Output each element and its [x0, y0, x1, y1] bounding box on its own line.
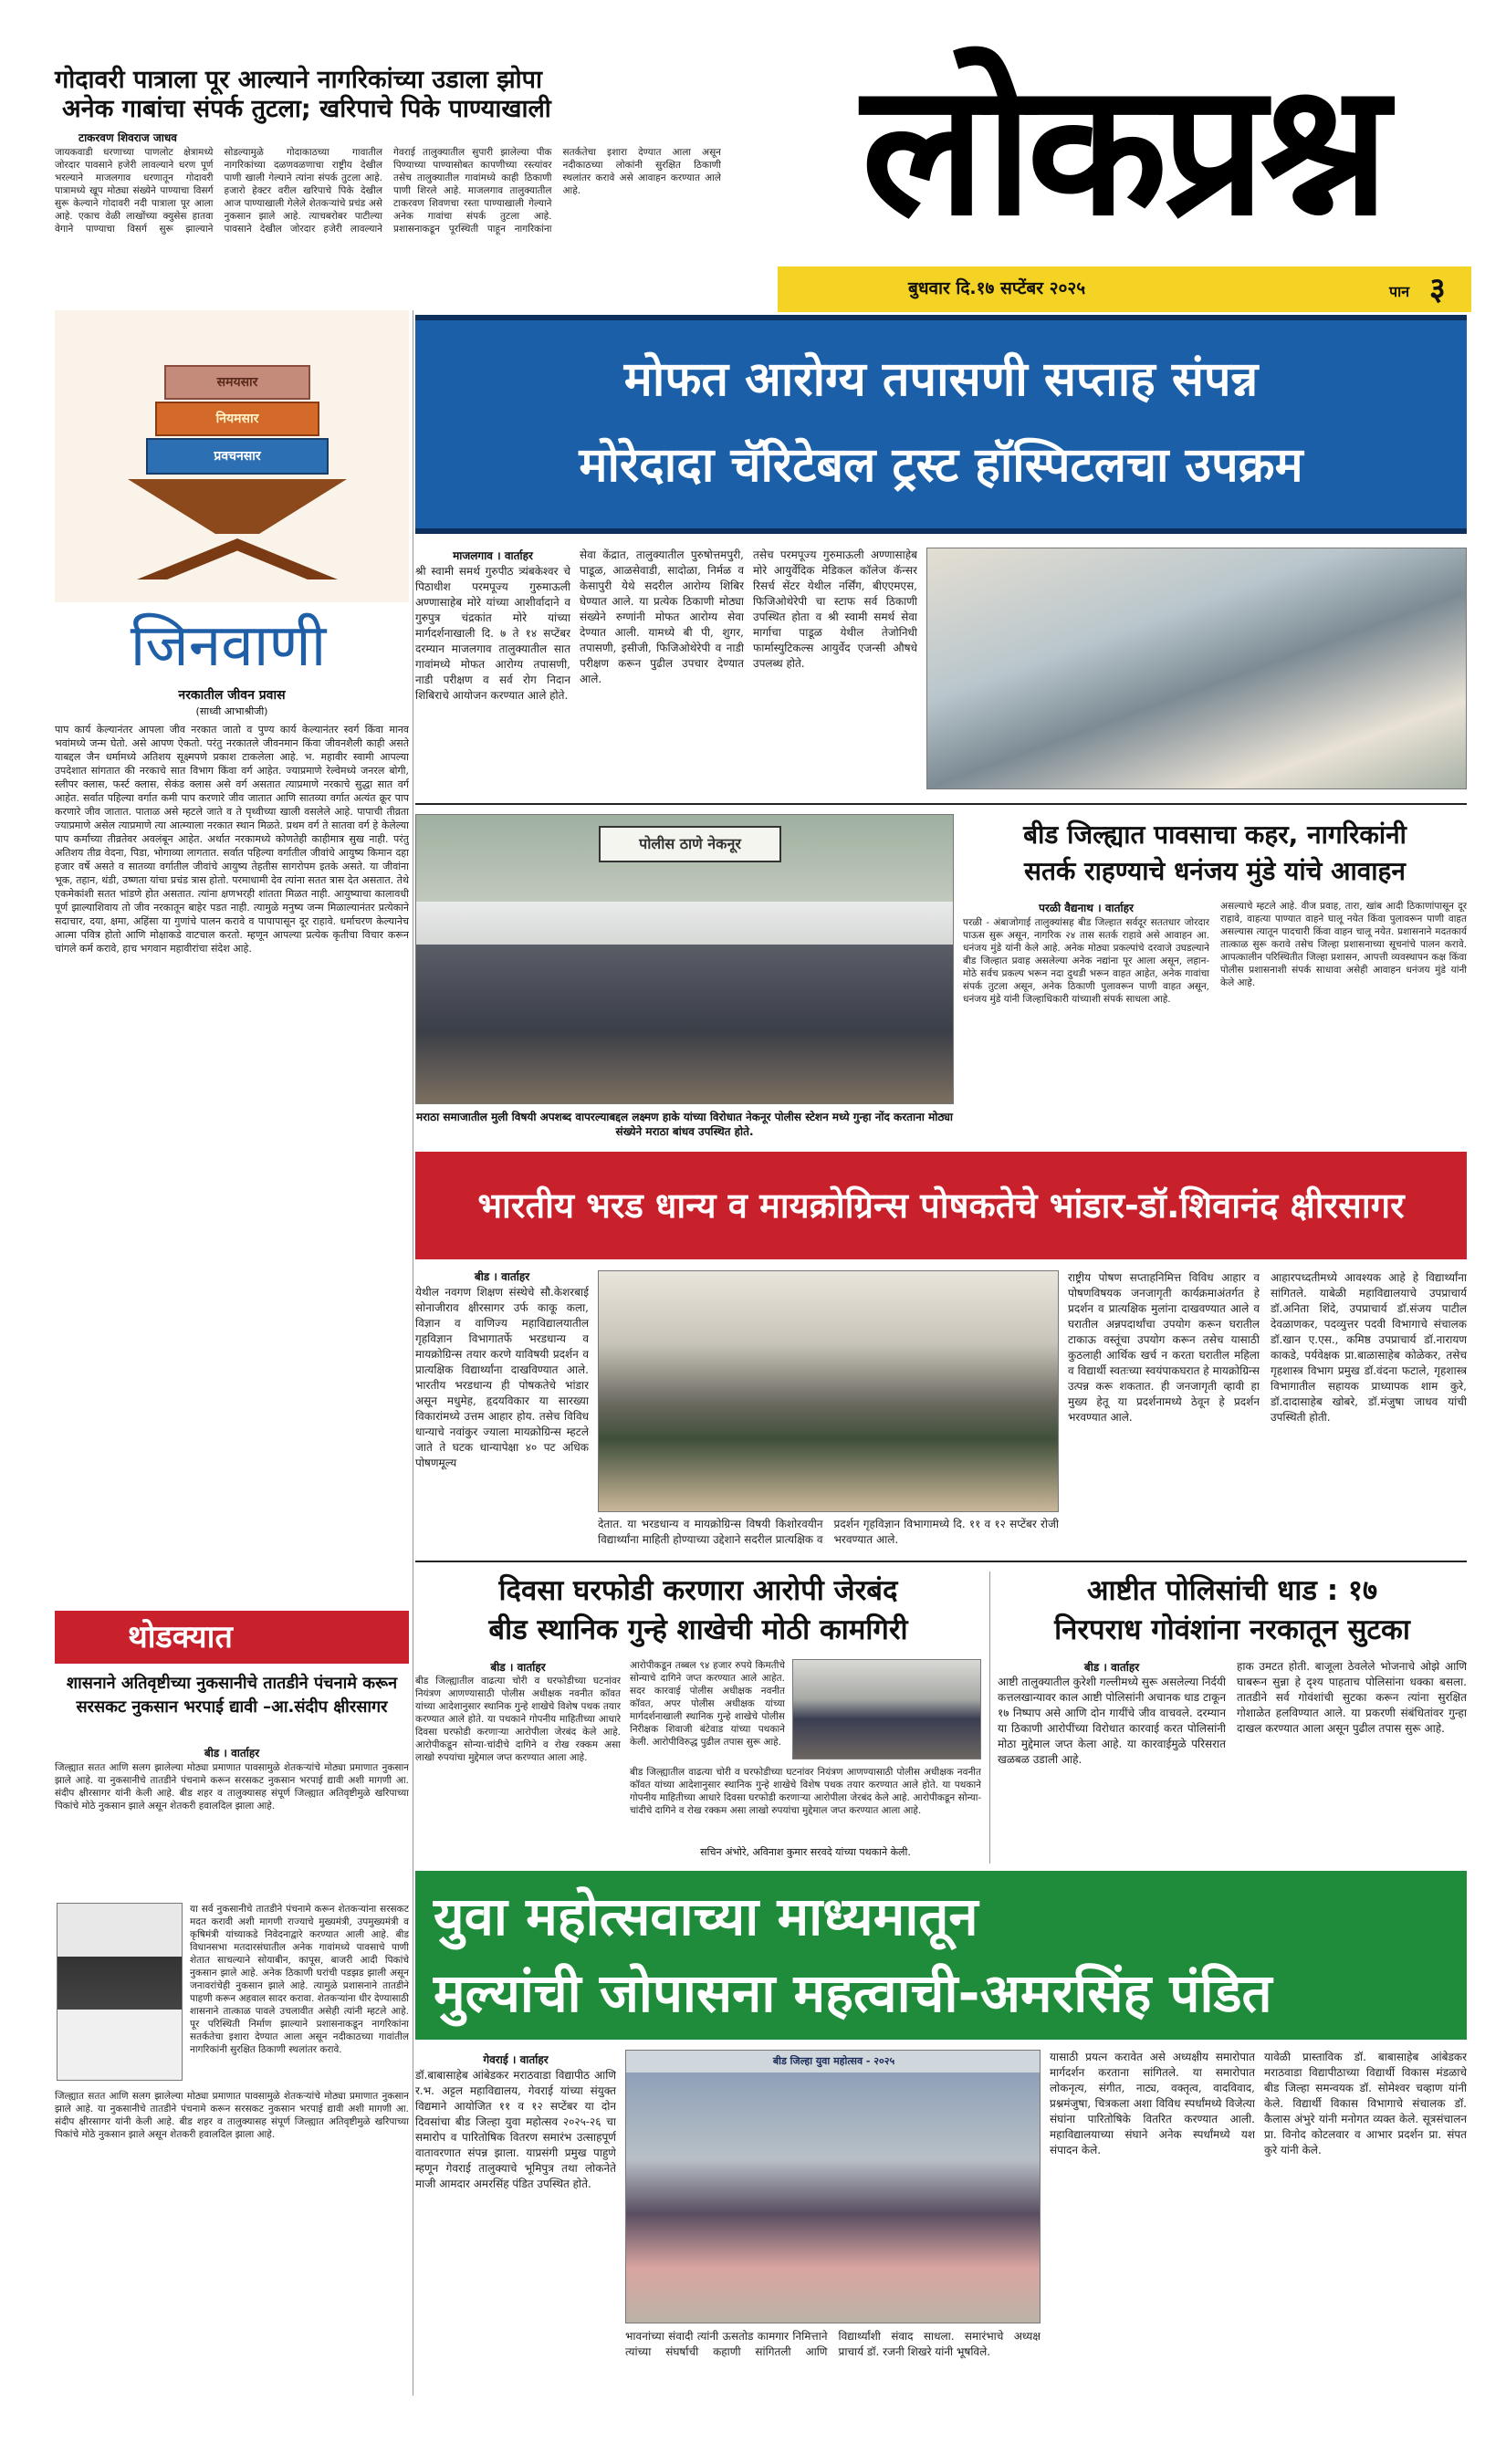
- book-3: प्रवचनसार: [146, 438, 329, 475]
- millet-col-3: राष्ट्रीय पोषण सप्ताहनिमित्त विविध आहार व पोषणविषयक जनजागृती कार्यक्रमाअंतर्गत हे प्रदर्शन व प्रात्यक्षिक मुलांना दाखवण्यात आले व घरातील अन्नपदार्थांचा उपयोग करून घरातील टाकाऊ वस्तूंचा उपयोग करून तसेच यासाठी कुठलाही आर्थिक खर्च न करता घरातील महिला व विद्यार्थी स्वतःच्या स्वयंपाकघरात हे मायक्रोग्रिन्स उत्पन्न करू शकतात. ही जनजागृती व्हावी हा मुख्य हेतू या प्रदर्शनामध्ये ठेवून हे प्रदर्शन भरवण्यात आले.: [1068, 1271, 1260, 1424]
- beed-rain-byline: परळी वैद्यनाथ । वार्ताहर: [1039, 902, 1134, 914]
- vrule-1: [989, 1571, 990, 1864]
- beed-rain-headline-1: बीड जिल्ह्यात पावसाचा कहर, नागरिकांनी: [1023, 820, 1407, 850]
- thodkyat-byline: बीड । वार्ताहर: [204, 1747, 260, 1759]
- beed-rain-headline-2: सतर्क राहण्याचे धनंजय मुंडे यांचे आवाहन: [1024, 856, 1406, 886]
- rule-1: [415, 803, 1467, 805]
- maratha-caption: मराठा समाजातील मुली विषयी अपशब्द वापरल्याबद्दल लक्ष्मण हाके यांच्या विरोधात नेकनूर पोलीस स्टेशन मध्ये गुन्हा नोंद करताना मोठ्या संख्येने मराठा बांधव उपस्थित होते.: [415, 1111, 954, 1138]
- millet-photo: [598, 1270, 1059, 1512]
- thodkyat-body-bottom: या सर्व नुकसानीचे तातडीने पंचनामे करून शेतकऱ्यांना सरसकट मदत करावी अशी मागणी राज्याचे मुख्यमंत्री, उपमुख्यमंत्री व कृषिमंत्री यांच्याकडे निवेदनाद्वारे करण्यात आली आहे. बीड विधानसभा मतदारसंघातील अनेक गावांमध्ये पावसाचे पाणी शेतात साचल्याने सोयाबीन, कापूस, बाजरी आदी पिकांचे नुकसान झाले आहे. अनेक ठिकाणी घरांची पडझड झाली असून जनावरांचेही नुकसान झाले आहे. त्यामुळे प्रशासनाने तातडीने पाहणी करून अहवाल सादर करावा. शेतकऱ्यांना धीर देण्यासाठी शासनाने तात्काळ पावले उचलावीत असेही त्यांनी म्हटले आहे. पूर परिस्थिती निर्माण झाल्याने प्रशासनाकडून नागरिकांना सतर्कतेचा इशारा देण्यात आला असून नदीकाठच्या गावांतील नागरिकांनी सुरक्षित ठिकाणी स्थलांतर करावे.: [190, 1904, 409, 2055]
- ashti-headline-2: निरपराध गोवंशांना नरकातून सुटका: [1054, 1613, 1410, 1646]
- burglar-col-2: आरोपीकडून तब्बल ९४ हजार रुपये किमतीचे सोन्याचे दागिने जप्त करण्यात आले आहेत. सदर कारवाई पोलीस अधीक्षक नवनीत कॉवत, अपर पोलीस अधीक्षक यांच्या मार्गदर्शनाखाली स्थानिक गुन्हे शाखेचे पोलीस निरीक्षक शिवाजी बंटेवाड यांच्या पथकाने केली. आरोपीविरुद्ध पुढील तपास सुरू आहे.: [630, 1660, 785, 1748]
- maratha-photo: [415, 814, 954, 1104]
- book-1: समयसार: [164, 365, 310, 400]
- health-headline-2: मोरेदादा चॅरिटेबल ट्रस्ट हॉस्पिटलचा उपक्रम: [579, 438, 1303, 493]
- health-col-1: श्री स्वामी समर्थ गुरुपीठ त्र्यंबकेश्वर चे पिठाधीश परमपूज्य गुरुमाऊली अण्णासाहेब मोरे यांच्या आशीर्वादाने व गुरुपुत्र चंद्रकांत मोरे यांच्या मार्गदर्शनाखाली दि. ७ ते १४ सप्टेंबर दरम्यान माजलगाव तालुक्यातील सात गावांमध्ये मोफत आरोग्य तपासणी, नाडी परीक्षण व सर्व रोग निदान शिबिराचे आयोजन करण्यात आले होते.: [415, 565, 570, 702]
- youth-col-1: डॉ.बाबासाहेब आंबेडकर मराठवाडा विद्यापीठ आणि र.भ. अट्टल महाविद्यालय, गेवराई यांच्या संयुक्त विद्यमाने आयोजित ११ व १२ सप्टेंबर या दोन दिवसांचा बीड जिल्हा युवा महोत्सव २०२५-२६ चा समारोप व पारितोषिक वितरण समारंभ उत्साहपूर्ण वातावरणात संपन्न झाला. याप्रसंगी प्रमुख पाहुणे म्हणून गेवराई तालुक्याचे भूमिपुत्र तथा लोकनेते माजी आमदार अमरसिंह पंडित उपस्थित होते.: [415, 2069, 616, 2190]
- jinvani-title: जिनवाणी: [130, 612, 327, 680]
- burglar-photo: [792, 1659, 981, 1759]
- jinvani-subtitle: नरकातील जीवन प्रवास: [178, 688, 286, 703]
- millet-photo-caption: देतात. या भरडधान्य व मायक्रोग्रिन्स विषयी किशोरवयीन विद्यार्थ्यांना माहिती होण्याच्या उद्देशाने सदरील प्रात्यक्षिक व प्रदर्शन गृहविज्ञान विभागामध्ये दि. ११ व १२ सप्टेंबर रोजी भरवण्यात आले.: [598, 1518, 1059, 1546]
- millet-col-1: येथील नवगण शिक्षण संस्थेचे सौ.केशरबाई सोनाजीराव क्षीरसागर उर्फ काकू कला, विज्ञान व वाणिज्य महाविद्यालयातील गृहविज्ञान विभागातर्फे भरडधान्य व मायक्रोग्रिन्स तयार करणे याविषयी प्रदर्शन व प्रात्यक्षिक विद्यार्थ्यांना दाखविण्यात आले. भारतीय भरडधान्य ही पोषकतेचे भांडार असून मधुमेह, हृदयविकार या सारख्या विकारांमध्ये उत्तम आहार होय. तसेच विविध धान्याचे नवांकुर ज्याला मायक्रोग्रिन्स म्हटले जाते ते घटक धान्यापेक्षा ४० पट अधिक पोषणमूल्य: [415, 1286, 589, 1469]
- book-stand-top: [128, 479, 347, 534]
- ashti-byline: बीड । वार्ताहर: [1083, 1661, 1140, 1674]
- millet-banner: [415, 1152, 1467, 1259]
- rule-2: [415, 1561, 1467, 1562]
- page-number: ३: [1429, 271, 1446, 308]
- youth-col-3: यासाठी प्रयत्न करावेत असे अध्यक्षीय समारोपात मार्गदर्शन करताना सांगितले. या समारोपात लोकनृत्य, संगीत, नाट्य, वक्तृत्व, वादविवाद, प्रश्नमंजुषा, चित्रकला अशा विविध स्पर्धांमध्ये विजेत्या संघांना पारितोषिके वितरित करण्यात आली. महाविद्यालयाच्या संघाने अनेक स्पर्धांमध्ये यश संपादन केले.: [1050, 2051, 1255, 2156]
- jinvani-illustration: [55, 310, 409, 602]
- top-story-text: जायकवाडी धरणाच्या पाणलोट क्षेत्रामध्ये जोरदार पावसाने हजेरी लावल्याने धरण पूर्ण भरल्याने माजलगाव धरणातून गोदावरी पात्रामध्ये खूप मोठ्या संख्येने पाण्याचा विसर्ग सुरू केल्याने गोदावरी नदी पात्राला पूर आला आहे. एकाच वेळी लाखोंच्या क्युसेस हातवा वेगाने पाण्याचा विसर्ग सुरू झाल्याने सोडल्यामुळे गोदाकाठच्या गावातील नागरिकांच्या दळणवळणाचा राष्ट्रीय देखील पाणी खाली गेल्याने त्यांना संपर्क तुटला आहे. हजारो हेक्टर वरील खरिपाचे पिके देखील आज पाण्याखाली गेलेले शेतकऱ्यांचे प्रचंड असे नुकसान झाले आहे. त्याचबरोबर पाटील्या पावसाने देखील जोरदार हजेरी लावल्याने गेवराई तालुक्यातील सुपारी झालेल्या पीक पिण्याच्या पाण्यासोबत कापणीच्या रस्त्यांवर तसेच तालुक्यातील गावांमध्ये काही ठिकाणी पाणी शिरले आहे. माजलगाव तालुक्यातील टाकरवण शिवणचा रस्ता पाण्याखाली गेल्याने अनेक गावांचा संपर्क तुटला आहे. प्रशासनाकडून पूरस्थिती पाहून नागरिकांना सतर्कतेचा इशारा देण्यात आला असून नदीकाठच्या लोकांनी सुरक्षित ठिकाणी स्थलांतर करावे असे आवाहन करण्यात आले आहे.: [55, 147, 721, 235]
- police-station-sign: पोलीस ठाणे नेकनूर: [599, 826, 781, 862]
- ashti-col-1: आष्टी तालुक्यातील कुरेशी गल्लीमध्ये सुरू असलेल्या निर्दयी कत्तलखान्यावर काल आष्टी पोलिसांनी अचानक धाड टाकून १७ निष्पाप असे आणि दोन गायींचे जीव वाचवले. दरम्यान या ठिकाणी आरोपींच्या विरोधात कारवाई करत पोलिसांनी मोठा मुद्देमाल जप्त केला आहे. या कारवाईमुळे परिसरात खळबळ उडाली आहे.: [998, 1676, 1226, 1766]
- youth-photo: [625, 2050, 1041, 2323]
- burglar-byline: बीड । वार्ताहर: [490, 1661, 546, 1674]
- youth-event-banner: बीड जिल्हा युवा महोत्सव - २०२५: [772, 2055, 895, 2067]
- health-headline-1: मोफत आरोग्य तपासणी सप्ताह संपन्न: [623, 352, 1259, 407]
- ashti-col-2: हाक उमटत होती. बाजूला ठेवलेले भोजनाचे ओझे आणि घाबरून सुन्ना हे दृश्य पाहताच पोलिसांना धक्का बसला. तातडीने सर्व गोवंशांची सुटका करून त्यांना सुरक्षित गोशाळेत हलविण्यात आले. या प्रकरणी संबंधितांवर गुन्हा दाखल करण्यात आला असून पुढील तपास सुरू आहे.: [1237, 1660, 1467, 1735]
- youth-banner: [415, 1871, 1467, 2040]
- burglar-col-2b: बीड जिल्ह्यातील वाढत्या चोरी व घरफोडीच्या घटनांवर नियंत्रण आणण्यासाठी पोलीस अधीक्षक नवनीत कॉवत यांच्या आदेशानुसार स्थानिक गुन्हे शाखेचे विशेष पथक तयार करण्यात आले होते. या पथकाने गोपनीय माहितीच्या आधारे दिवसा घरफोडी करणाऱ्या आरोपीला जेरबंद केले आहे. आरोपीकडून सोन्या-चांदीचे दागिने व रोख रक्कम असा लाखो रुपयांचा मुद्देमाल जप्त करण्यात आला आहे.: [630, 1767, 981, 1816]
- thodkyat-banner: थोडक्यात: [55, 1611, 409, 1664]
- beed-rain-col-2: असल्याचे म्हटले आहे. वीज प्रवाह, तारा, खांब आदी ठिकाणांपासून दूर राहावे, वाहत्या पाण्यात वाहने घालू नयेत किंवा पुलावरून पाणी वाहत असल्यास त्यातून पादचारी किंवा वाहन चालू नयेत. प्रशासनाने मदतकार्य तात्काळ सुरू करावे तसेच जिल्हा प्रशासनाच्या सूचनांचे पालन करावे. आपत्कालीन परिस्थितीत जिल्हा प्रशासन, आपत्ती व्यवस्थापन कक्ष किंवा पोलीस प्रशासनाशी संपर्क साधावा असेही आवाहन धनंजय मुंडे यांनी केले आहे.: [1220, 901, 1467, 988]
- youth-headline-1: युवा महोत्सवाच्या माध्यमातून: [434, 1885, 978, 1947]
- book-stand: [137, 538, 338, 579]
- health-col-2: सेवा केंद्रात, तालुक्यातील पुरुषोत्तमपुरी, पाडूळ, आळसेवाडी, सादोळा, निर्मळ व केसापुरी येथे सदरील आरोग्य शिबिर घेण्यात आले. या प्रत्येक ठिकाणी मोठ्या संख्येने रुग्णांनी मोफत आरोग्य सेवा देण्यात आली. यामध्ये बी पी, शुगर, तपासणी, इसीजी, फिजिओथेरेपी व नाडी परीक्षण करून पुढील उपचार देण्यात आले.: [580, 548, 744, 685]
- burglar-headline-2: बीड स्थानिक गुन्हे शाखेची मोठी कामगिरी: [488, 1613, 908, 1646]
- youth-byline: गेवराई । वार्ताहर: [483, 2053, 549, 2066]
- date-bar: [778, 266, 1471, 312]
- mla-portrait: [57, 1903, 183, 2081]
- ashti-headline-1: आष्टीत पोलिसांची धाड : १७: [1086, 1574, 1378, 1607]
- jinvani-body: पाप कार्य केल्यानंतर आपला जीव नरकात जातो व पुण्य कार्य केल्यानंतर स्वर्ग किंवा मानव भवांमध्ये जन्म घेतो. असे आपण ऐकतो. परंतु नरकातले जीवनमान किंवा जीवनशैली काही असते याबद्दल जैन धर्मामध्ये अतिशय सूक्ष्मपणे प्रकाश टाकलेला आहे. भ. महावीर स्वामी आपल्या उपदेशात सांगतात की नरकाचे सात विभाग किंवा वर्ग आहेत. ज्याप्रमाणे रेल्वेमध्ये जनरल बोगी, स्लीपर क्लास, फर्स्ट क्लास, सेकंड क्लास असे वर्ग असतात त्याप्रमाणे नरकाचे सुद्धा सात वर्ग आहेत. सर्वात पहिल्या वर्गात कमी पाप करणारे जीव जातात आणि सातव्या वर्गात अत्यंत क्रूर पाप करणारे जीव जातात. पाताळ असे म्हटले जाते व ते पृथ्वीच्या खाली वसलेले आहे. पापाची तीव्रता ज्याप्रमाणे असेल त्याप्रमाणे त्या आत्म्याला नरकात स्थान मिळते. प्रथम वर्ग ते सातवा वर्ग हे केलेल्या पाप कर्मांच्या तीव्रतेवर अवलंबून आहेत. अर्थात नरकामध्ये कोणतेही काहीमात्र सुख नाही. परंतु अतिशय तीव्र वेदना, पिडा, भोगाव्या लागतात. सर्वात पहिल्या वर्गातील जीवांचे आयुष्य किमान दहा हजार वर्षे असते व सातव्या वर्गातील जीवांचे आयुष्य तेहतीस सागरोपम इतके असते. या जीवांना भूक, तहान, थंडी, उष्णता यांचा प्रचंड त्रास होतो. परमाधामी देव त्यांना सतत त्रास देत असतात. तेथे एकमेकांशी सतत भांडणे होत असतात. त्यांना क्षणभरही शांतता मिळत नाही. आयुष्याचा कालावधी पूर्ण झाल्याशिवाय तो जीव नरकातून बाहेर पडत नाही. त्यामुळे मनुष्य जन्म मिळाल्यानंतर प्रत्येकाने सदाचार, दया, क्षमा, अहिंसा या गुणांचे पालन करावे व पापापासून दूर राहावे. धर्माचरण केल्यानेच आत्मा पवित्र होतो आणि मोक्षाकडे वाटचाल करतो. म्हणून आपल्या प्रत्येक कृतीचा विचार करून चांगले कर्म करावे, हाच भगवान महावीरांचा संदेश आहे.: [55, 724, 409, 955]
- masthead-logo: लोकप्रश्न: [861, 44, 1385, 256]
- thodkyat-body-top: जिल्ह्यात सतत आणि सलग झालेल्या मोठ्या प्रमाणात पावसामुळे शेतकऱ्यांचे मोठ्या प्रमाणात नुकसान झाले आहे. या नुकसानीचे तातडीने पंचनामे करून सरसकट नुकसान भरपाई द्यावी अशी मागणी आ. संदीप क्षीरसागर यांनी केली आहे. बीड शहर व तालुक्यासह संपूर्ण जिल्ह्यात अतिवृष्टीमुळे खरिपाच्या पिकांचे मोठे नुकसान झाले असून शेतकरी हवालदिल झाला आहे.: [55, 1762, 409, 1811]
- millet-headline: भारतीय भरड धान्य व मायक्रोग्रिन्स पोषकतेचे भांडार-डॉ.शिवानंद क्षीरसागर: [477, 1185, 1405, 1226]
- thodkyat-headline: शासनाने अतिवृष्टीच्या नुकसानीचे तातडीने पंचनामे करून सरसकट नुकसान भरपाई द्यावी –आ.संदीप क्षीरसागर: [66, 1674, 398, 1717]
- youth-col-4: यावेळी प्रास्ताविक डॉ. बाबासाहेब आंबेडकर मराठवाडा विद्यापीठाच्या विद्यार्थी विकास मंडळाचे बीड जिल्हा समन्वयक डॉ. सोमेश्वर चव्हाण यांनी केले. विद्यार्थी विकास विभागाचे संचालक डॉ. कैलास अंभुरे यांनी मनोगत व्यक्त केले. सूत्रसंचालन प्रा. विनोद कोटलवार व आभार प्रदर्शन प्रा. संपत कुरे यांनी केले.: [1264, 2051, 1467, 2156]
- youth-photo-caption: भावनांच्या संवादी त्यांनी ऊसतोड कामगार निमित्ताने त्यांच्या संघर्षाची कहाणी सांगितली आणि विद्यार्थ्यांशी संवाद साधला. समारंभाचे अध्यक्ष प्राचार्य डॉ. रजनी शिखरे यांनी भूषविले.: [625, 2330, 1041, 2358]
- burglar-col-1: बीड जिल्ह्यातील वाढत्या चोरी व घरफोडीच्या घटनांवर नियंत्रण आणण्यासाठी पोलीस अधीक्षक नवनीत कॉवत यांच्या आदेशानुसार स्थानिक गुन्हे शाखेचे विशेष पथक तयार करण्यात आले होते. या पथकाने गोपनीय माहितीच्या आधारे दिवसा घरफोडी करणाऱ्या आरोपीला जेरबंद केले आहे. आरोपीकडून सोन्या-चांदीचे दागिने व रोख रक्कम असा लाखो रुपयांचा मुद्देमाल जप्त करण्यात आला आहे.: [415, 1676, 621, 1763]
- burglar-caption: सचिन अंभोरे, अविनाश कुमार सरवदे यांच्या पथकाने केली.: [700, 1846, 911, 1858]
- top-story-byline: टाकरवण शिवराज जाधव: [78, 131, 177, 144]
- millet-col-4: आहारपध्दतीमध्ये आवश्यक आहे हे विद्यार्थ्यांना सांगितले. याबेळी महाविद्यालयाचे उपप्राचार्य डॉ.अनिता शिंदे, उपप्राचार्य डॉ.संजय पाटील देवळाणकर, पदव्युत्तर पदवी विभागाचे संचालक डॉ.खान ए.एस., कमिष्ठ उपप्राचार्य डॉ.नारायण काकडे, पर्यवेक्षक प्रा.बाळासाहेब कोळेकर, तसेच गृहशास्त्र विभाग प्रमुख डॉ.वंदना फटाले, गृहशास्त्र विभागातील सहायक प्राध्यापक शाम कुरे, डॉ.दादासाहेब खोबरे, डॉ.मंजुषा जाधव यांची उपस्थिती होती.: [1271, 1271, 1467, 1424]
- burglar-headline-1: दिवसा घरफोडी करणारा आरोपी जेरबंद: [498, 1574, 898, 1607]
- book-2: नियमसार: [155, 402, 319, 436]
- jinvani-author: (साध्वी आभाश्रीजी): [195, 705, 268, 717]
- issue-date: बुधवार दि.१७ सप्टेंबर २०२५: [908, 278, 1086, 298]
- youth-headline-2: मुल्यांची जोपासना महत्वाची-अमरसिंह पंडित: [434, 1962, 1272, 2024]
- health-banner: [415, 315, 1467, 534]
- millet-byline: बीड । वार्ताहर: [474, 1270, 530, 1283]
- thodkyat-body-cont: जिल्ह्यात सतत आणि सलग झालेल्या मोठ्या प्रमाणात पावसामुळे शेतकऱ्यांचे मोठ्या प्रमाणात नुकसान झाले आहे. या नुकसानीचे तातडीने पंचनामे करून सरसकट नुकसान भरपाई द्यावी अशी मागणी आ. संदीप क्षीरसागर यांनी केली आहे. बीड शहर व तालुक्यासह संपूर्ण जिल्ह्यात अतिवृष्टीमुळे खरिपाच्या पिकांचे मोठे नुकसान झाले असून शेतकरी हवालदिल झाला आहे.: [55, 2091, 409, 2140]
- health-byline: माजलगाव । वार्ताहर: [453, 549, 533, 562]
- page-label: पान: [1389, 283, 1410, 300]
- health-col-3: तसेच परमपूज्य गुरुमाऊली अण्णासाहेब मोरे आयुर्वेदिक मेडिकल कॉलेज कॅन्सर रिसर्च सेंटर येथील नर्सिंग, बीएएमएस, फिजिओथेरेपी चा स्टाफ सर्व ठिकाणी उपस्थित होता व श्री स्वामी समर्थ सेवा मार्गाचा पाडूळ येथील तेजोनिधी फार्मास्युटिकल्स आयुर्वेद एजन्सी औषधे उपलब्ध होते.: [753, 548, 917, 670]
- beed-rain-col-1: परळी - अंबाजोगाई तालुक्यांसह बीड जिल्हात सर्वदूर सततधार जोरदार पाऊस सुरू असून, नागरिक २४ तास सतर्क राहावे असे आवाहन आ. धनंजय मुंडे यांनी केले आहे. अनेक मोठ्या प्रकल्पांचे दरवाजे उघडल्याने बीड जिल्हात प्रवाह असलेल्या अनेक नद्यांना पूर आला असून, लहान-मोठे सर्वच प्रकल्प भरून नदा दुथडी भरून वाहत आहेत, अनेक गावांचा संपर्क तुटला असून, अनेक ठिकाणी पुलावरून पाणी वाहत असून, धनंजय मुंडे यांनी जिल्हाधिकारी यांच्याशी संपर्क साधला आहे.: [963, 917, 1209, 1005]
- top-headline-2: अनेक गाबांचा संपर्क तुटला; खरिपाचे पिके पाण्याखाली: [62, 95, 551, 123]
- health-photo: [926, 548, 1467, 789]
- top-headline-1: गोदावरी पात्राला पूर आल्याने नागरिकांच्या उडाला झोपा: [55, 66, 543, 94]
